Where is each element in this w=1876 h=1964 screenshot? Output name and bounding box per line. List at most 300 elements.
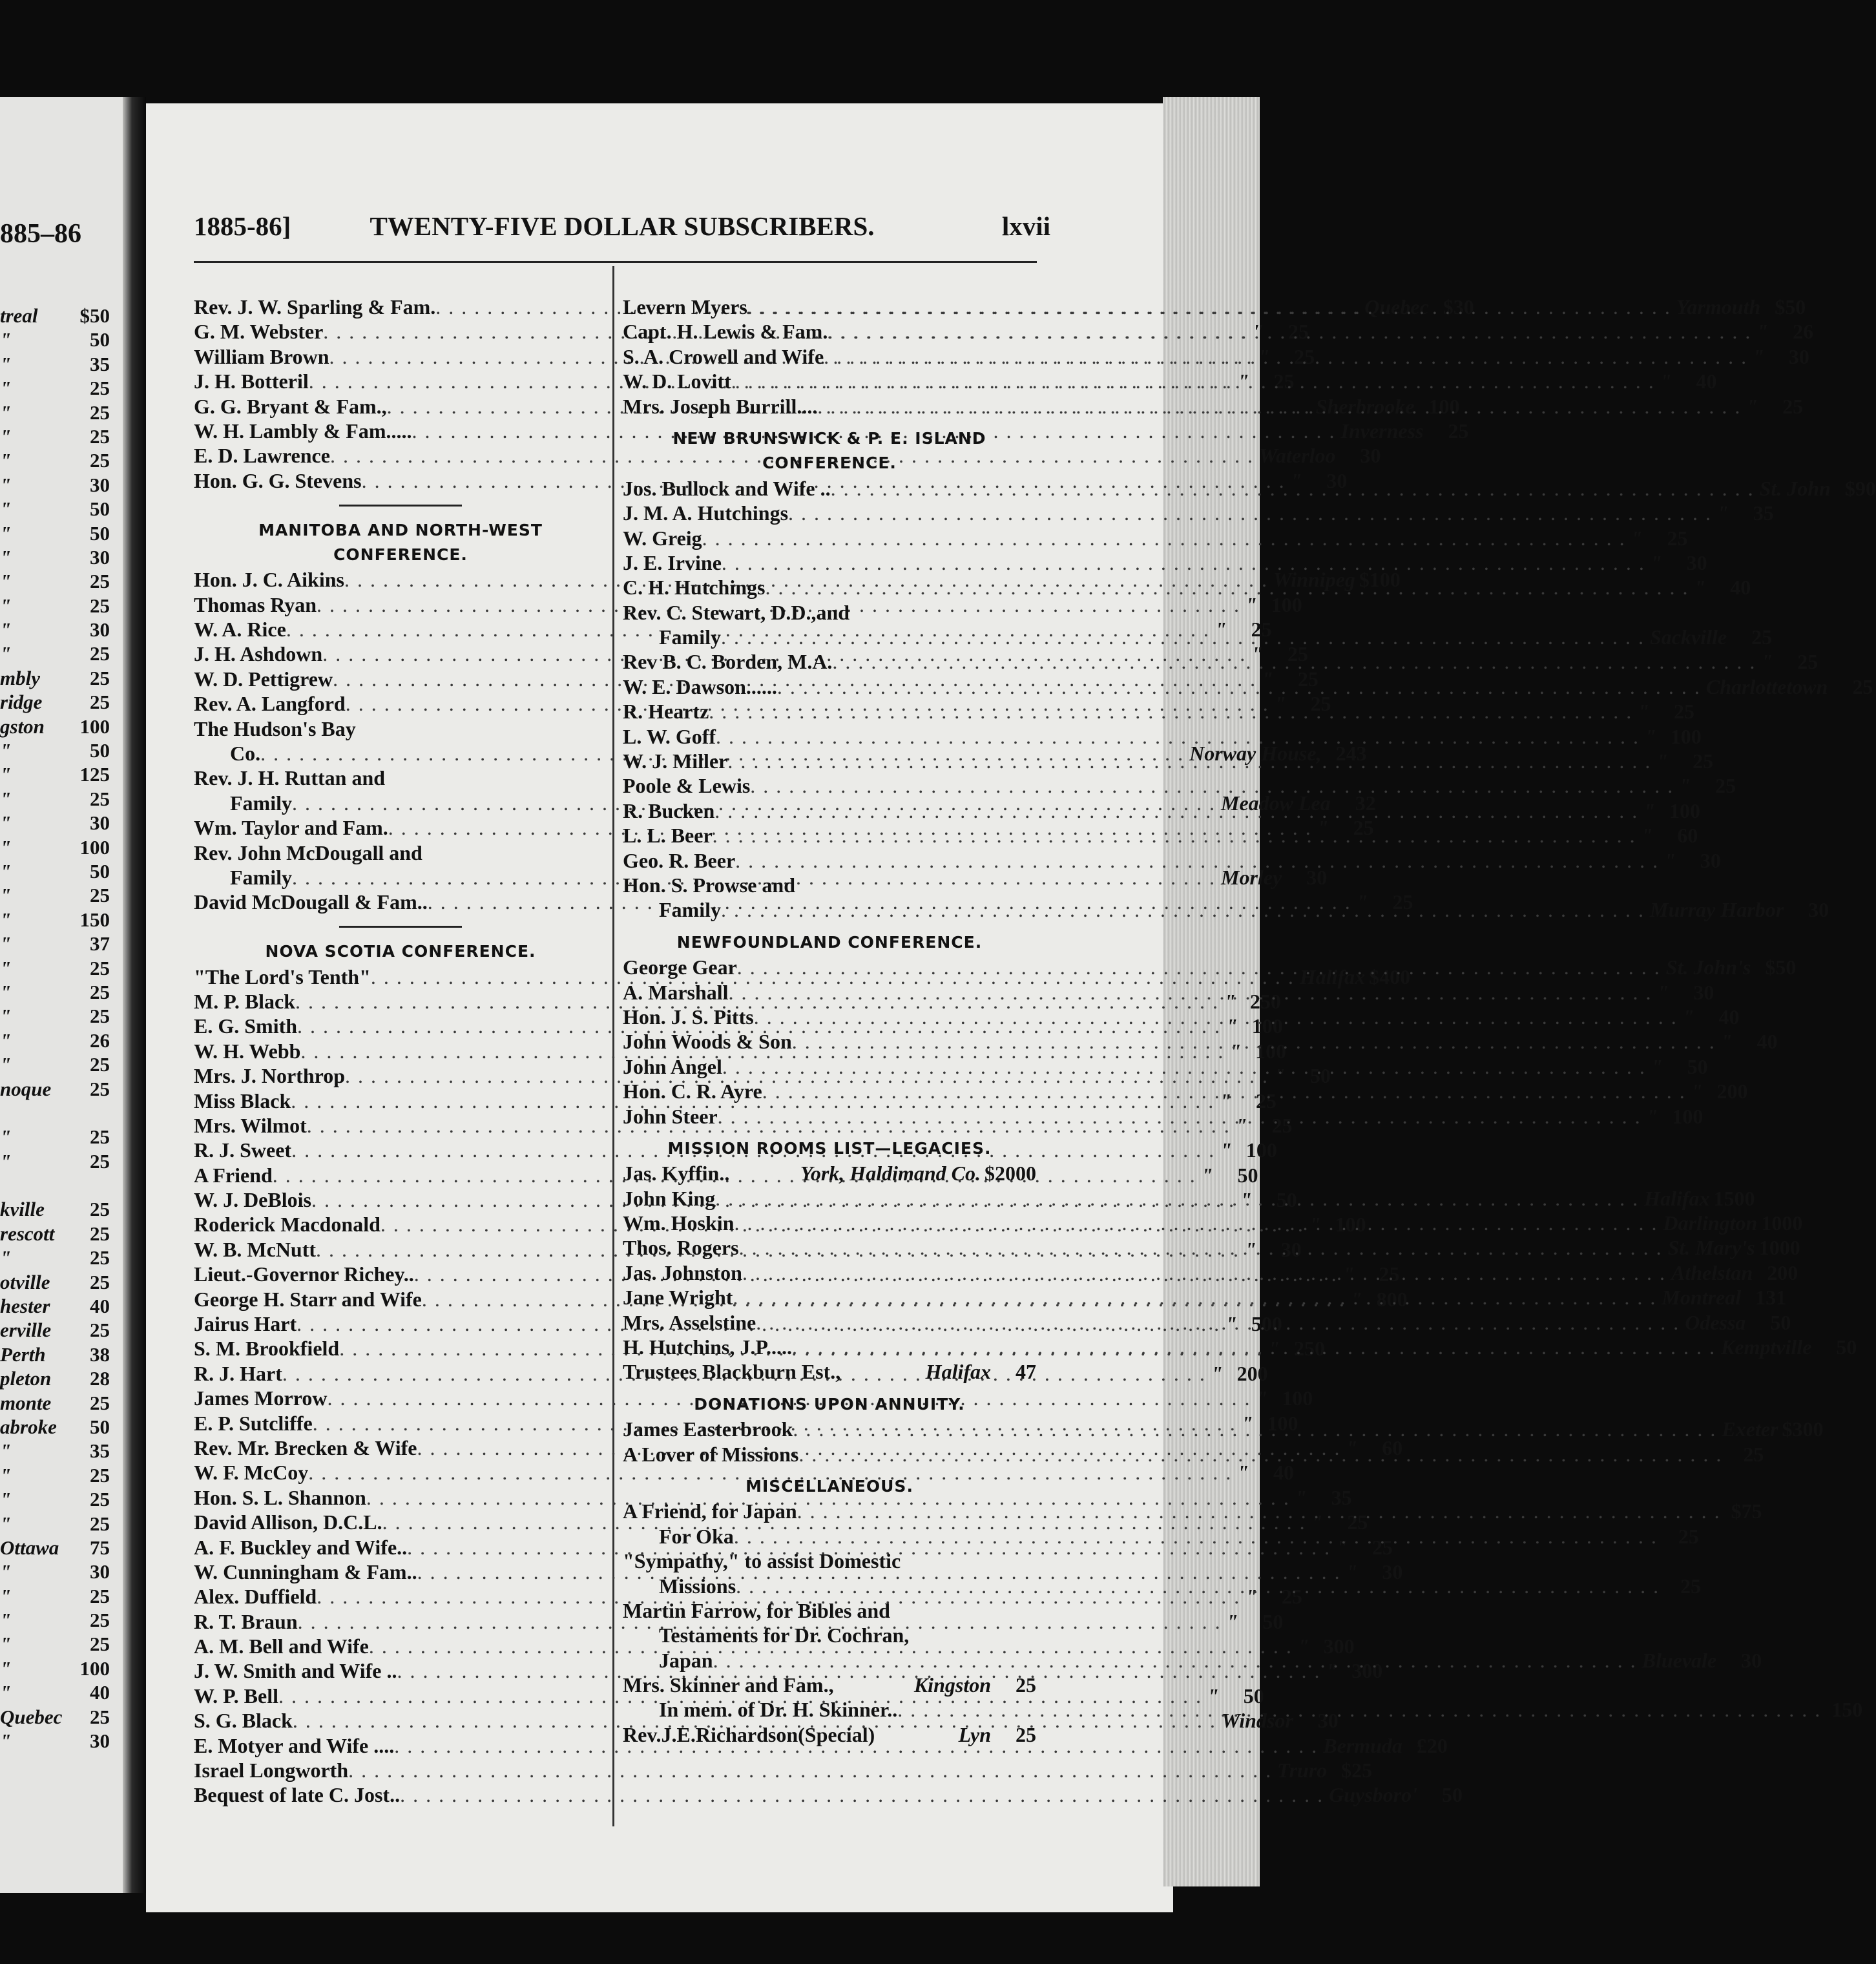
subscriber-name: C. H. Hutchings [623,576,766,600]
section-heading: CONFERENCE. [762,454,897,473]
subscriber-name: Hon. J. S. Pitts [623,1005,754,1029]
dot-leader [756,1310,1680,1335]
subscriber-name: W. F. McCoy [194,1461,309,1485]
subscriber-place: " [1631,526,1643,550]
subscriber-place: " [1262,667,1273,691]
subscriber-amount: 200 [1716,1080,1748,1103]
fragment-row [0,1077,110,1101]
subscriber-amount: 40 [1756,1030,1778,1054]
fragment-row [0,1173,110,1197]
subscriber-amount: 25 [1273,370,1295,393]
fragment-row [0,1197,110,1221]
subscriber-name: Hon. C. R. Ayre [623,1080,762,1103]
dot-leader [713,823,1636,848]
subscriber-place: " [1656,749,1669,773]
subscriber-name: Trustees Blackburn Est., [623,1360,841,1384]
subscriber-name: George H. Starr and Wife [194,1287,422,1311]
subscriber-amount: 131 [1755,1286,1787,1310]
subscriber-amount: 50 [1243,1684,1264,1708]
subscriber-name: David Allison, D.C.L. [194,1510,382,1534]
fragment-amount: 30 [90,1560,110,1583]
subscriber-amount: 30 [1808,898,1829,922]
fragment-amount: 25 [90,1077,110,1100]
subscriber-row [623,1211,1803,1235]
subscriber-place: " [1682,1005,1694,1029]
subscriber-amount: $100 [1359,568,1401,592]
subscriber-amount: $90 [1844,476,1876,500]
subscriber-place: Kemptville [1720,1335,1812,1359]
fragment-row [0,1318,110,1342]
fragment-row [0,424,110,448]
subscriber-name: H. Hutchins, J.P..... [623,1335,792,1359]
subscriber-place: Waterloo [1258,444,1336,468]
subscriber-name: J. H. Botteril [194,370,309,393]
fragment-place: abroke [0,1415,57,1438]
subscriber-amount: 100 [1670,724,1702,748]
subscriber-place: " [1643,799,1656,822]
subscriber-amount: 60 [1382,1436,1403,1459]
subscriber-amount: 30 [1306,865,1328,889]
section-heading: MISCELLANEOUS. [745,1476,913,1496]
subscriber-amount: 25 [1288,320,1309,344]
subscriber-amount: $2000 [985,1162,1036,1186]
subscriber-name: Geo. R. Beer [623,848,736,872]
fragment-place: " [0,521,12,545]
subscriber-place: " [1214,618,1227,642]
subscriber-name: L. L. Beer [623,824,713,848]
section-gap [623,923,1036,930]
subscriber-name: R. T. Braun [194,1609,298,1633]
subscriber-name: A. F. Buckley and Wife.. [194,1535,408,1559]
subscriber-name: W. D. Pettigrew [194,667,333,691]
dot-leader [716,724,1640,749]
subscriber-row [623,873,1036,897]
book-gutter [123,97,146,1893]
subscriber-name: For Oka [659,1524,734,1548]
subscriber-amount: $50 [1765,956,1797,979]
subscriber-name: Family [230,865,292,889]
dot-leader [727,749,1651,773]
dot-leader [734,1211,1658,1235]
subscriber-row [623,1623,1036,1647]
subscriber-amount: 100 [1267,1411,1298,1435]
fragment-amount: 25 [90,666,110,689]
fragment-amount: 25 [90,449,110,472]
subscriber-place: " [1350,1287,1362,1311]
subscriber-amount: 25 [1353,816,1374,840]
dot-leader [739,1235,1663,1260]
fragment-place: " [0,545,12,569]
subscriber-name: James Easterbrook [623,1417,793,1441]
subscriber-place: Guysboro' [1329,1783,1417,1807]
subscriber-amount: 50 [1441,1783,1463,1807]
fragment-row [0,1560,110,1583]
fragment-row [0,1004,110,1028]
subscriber-name: Jairus Hart [194,1312,297,1336]
fragment-place: Perth [0,1342,46,1366]
fragment-place: " [0,642,12,665]
subscriber-place: " [1237,370,1249,393]
subscriber-row [194,841,607,865]
fragment-place: noque [0,1077,52,1100]
subscriber-place: Exeter [1722,1417,1778,1441]
subscriber-amount: 40 [1718,1005,1740,1029]
subscriber-name: R. J. Hart [194,1361,282,1385]
fragment-row [0,328,110,351]
subscriber-place: " [1645,724,1656,748]
fragment-row [0,1366,110,1390]
subscriber-amount: 25 [1287,642,1308,666]
fragment-place: " [0,1560,12,1583]
subscriber-row [623,1574,1702,1598]
subscriber-row [194,1758,1373,1782]
subscriber-row [623,724,1702,749]
fragment-amount: 100 [79,1656,110,1680]
subscriber-place: Darlington [1663,1211,1758,1235]
fragment-amount: 25 [90,1609,110,1632]
subscriber-amount: 100 [1428,394,1460,418]
fragment-amount: 75 [90,1536,110,1559]
subscriber-place: " [1220,1089,1231,1113]
subscriber-name: W. Cunningham & Fam.. [194,1560,417,1583]
fragment-amount: 30 [90,473,110,496]
fragment-place: " [0,1463,12,1487]
subscriber-name: S. A. Crowell and Wife [623,344,824,368]
subscriber-place: " [1274,692,1286,716]
fragment-place: " [0,497,12,521]
subscriber-place: " [1720,1030,1733,1054]
fragment-amount: 25 [90,787,110,810]
fragment-place: " [0,1633,12,1656]
subscriber-place: " [1226,1014,1238,1038]
subscriber-row [623,699,1695,724]
fragment-amount: 25 [90,884,110,907]
fragment-row [0,811,110,835]
fragment-amount: 25 [90,1584,110,1607]
fragment-place: monte [0,1391,52,1414]
dot-leader [715,1186,1639,1211]
subscriber-place: " [1657,980,1669,1004]
fragment-row [0,932,110,956]
section-gap [623,1384,1036,1392]
dot-leader [731,369,1655,393]
subscriber-amount: 40 [1273,1461,1294,1485]
subscriber-name: Testaments for Dr. Cochran, [659,1624,910,1647]
fragment-amount: 50 [90,859,110,883]
fragment-row [0,1632,110,1656]
dot-leader [721,897,1645,922]
fragment-row [0,738,110,762]
dot-leader [747,295,1671,319]
subscriber-place: " [1245,1237,1256,1261]
subscriber-name: Co. [230,742,261,766]
fragment-place: hester [0,1295,50,1318]
fragment-place: " [0,377,12,400]
subscriber-row [194,766,607,790]
header-page-number: lxvii [1001,211,1050,241]
header-year: 1885-86] [194,211,291,241]
fragment-place: gston [0,715,45,738]
fragment-amount: 26 [90,1029,110,1052]
subscriber-place: Halifax [1299,965,1366,988]
fragment-amount: 50 [90,521,110,545]
subscriber-amount: 800 [1376,1287,1408,1311]
subscriber-place: " [1691,1080,1703,1103]
dot-leader [824,344,1747,369]
subscriber-amount: 100 [1282,1386,1313,1410]
facing-page-running-head: 885–86 [0,219,81,249]
subscriber-name: Mrs. Asselstine [623,1310,756,1334]
subscriber-name: Rev. A. Langford [194,692,346,716]
fragment-row [0,1342,110,1366]
fragment-place: " [0,473,12,496]
subscriber-amount: 200 [1236,1361,1268,1385]
fragment-place: " [0,763,12,786]
fragment-row [0,787,110,811]
fragment-row [0,1656,110,1680]
subscriber-name: John Angel [623,1054,722,1078]
fragment-row [0,376,110,400]
fragment-row [0,1463,110,1487]
fragment-row [0,1729,110,1753]
subscriber-name: Hon. S. L. Shannon [194,1485,366,1509]
subscriber-name: S. M. Brookfield [194,1337,340,1361]
subscriber-name: Wm. Hoskin [623,1211,735,1235]
subscriber-place: " [1753,344,1764,368]
subscriber-amount: 25 [1371,1535,1393,1559]
subscriber-amount: 25 [1294,344,1315,368]
subscriber-row [623,1161,1036,1186]
fragment-amount: 25 [90,594,110,617]
subscriber-name: George Gear [623,956,737,979]
subscriber-amount: 30 [1360,444,1381,468]
subscriber-name: Mrs. Joseph Burrill.... [623,394,818,418]
subscriber-place: " [1346,1560,1358,1583]
dot-leader [832,649,1756,674]
subscriber-amount: 25 [1016,1722,1036,1746]
subscriber-name: E. D. Lawrence [194,444,330,468]
subscriber-name: In mem. of Dr. H. Skinner.. [659,1698,898,1722]
subscriber-name: Hon. G. G. Stevens [194,468,362,492]
fragment-row [0,1029,110,1052]
subscriber-name: William Brown [194,344,329,368]
subscriber-amount: 100 [1251,1014,1283,1038]
subscriber-amount: 100 [1271,592,1302,616]
subscriber-amount: 40 [1696,370,1717,393]
subscriber-place: Charlottetown [1705,674,1828,698]
fragment-row [0,1487,110,1511]
subscriber-amount: 100 [1669,799,1701,822]
dot-leader [733,1285,1656,1310]
subscriber-amount: 30 [1741,1648,1762,1672]
subscriber-name: G. G. Bryant & Fam., [194,394,387,418]
subscriber-name: W. B. McNutt [194,1237,317,1261]
fragment-row [0,1439,110,1463]
subscriber-amount: 50 [1836,1335,1857,1359]
subscriber-place: Montreal [1662,1286,1742,1310]
subscriber-place: " [1746,394,1758,418]
fragment-amount: 25 [90,1222,110,1245]
subscriber-place: Halifax [1644,1186,1710,1210]
subscriber-amount: 30 [1700,848,1721,872]
subscriber-amount: 25 [1392,890,1413,914]
fragment-place: otville [0,1270,50,1293]
subscriber-name: Rev B. C. Borden, M.A. [623,650,833,674]
subscriber-place: " [1224,989,1236,1013]
subscriber-row [623,600,1036,625]
fragment-place: " [0,618,12,642]
fragment-amount: 25 [90,401,110,424]
fragment-place: ridge [0,691,43,714]
fragment-place: " [0,1149,12,1173]
dot-leader [713,1648,1637,1673]
subscriber-name: A. M. Bell and Wife [194,1635,369,1658]
subscriber-place: " [1241,1411,1253,1435]
subscriber-amount: 200 [1767,1260,1798,1284]
subscriber-place: " [1638,700,1650,724]
subscriber-amount: 30 [1382,1560,1403,1583]
subscriber-name: Japan [659,1648,713,1672]
subscriber-place: " [1211,1361,1223,1385]
subscriber-name: Thos. Rogers [623,1236,739,1260]
subscriber-name: J. M. A. Hutchings [623,501,789,525]
subscriber-name: Rev. J. W. Sparling & Fam. [194,295,436,319]
fragment-amount: 25 [90,377,110,400]
fragment-place: " [0,835,12,859]
fragment-amount: 50 [90,497,110,521]
fragment-amount: 50 [90,328,110,351]
fragment-amount: 25 [90,956,110,979]
subscriber-amount: 60 [1677,824,1698,848]
subscriber-row [623,1598,1036,1623]
subscriber-name: Rev. Mr. Brecken & Wife [194,1436,417,1459]
fragment-place: " [0,1488,12,1511]
subscriber-place: Inverness [1340,419,1424,443]
subscriber-row [623,1722,1036,1747]
fragment-row [0,304,110,328]
fragment-amount: 25 [90,1463,110,1487]
subscriber-name: S. G. Black [194,1709,293,1733]
subscriber-amount: $75 [1731,1499,1762,1523]
fragment-amount: 30 [90,1729,110,1753]
dot-leader [788,501,1712,525]
fragment-row [0,1222,110,1246]
section-heading: DONATIONS UPON ANNUITY. [694,1394,965,1414]
subscriber-amount: 30 [1788,344,1809,368]
subscriber-amount: $25 [1341,1759,1373,1782]
fragment-row [0,473,110,497]
dot-leader [817,394,1741,419]
fragment-amount: 100 [79,835,110,859]
fragment-amount: 37 [90,932,110,956]
fragment-row [0,1270,110,1294]
subscriber-name: Roderick Macdonald [194,1213,380,1237]
subscriber-name: W. A. Rice [194,618,286,642]
fragment-amount: 25 [90,1705,110,1728]
fragment-amount: 25 [90,1512,110,1535]
subscriber-place: St. John's [1665,956,1751,979]
subscriber-amount: £20 [1416,1733,1448,1757]
subscriber-name: Jane Wright [623,1286,733,1310]
fragment-row [0,642,110,665]
subscriber-name: G. M. Webster [194,320,324,344]
subscriber-amount: 35 [1331,1485,1352,1509]
dot-leader [734,1524,1658,1549]
fragment-row [0,1246,110,1269]
subscriber-place: Athelstan [1671,1260,1753,1284]
dot-leader [736,1574,1660,1598]
fragment-row [0,448,110,472]
subscriber-amount: 50 [1309,1064,1331,1088]
fragment-amount: $50 [79,304,110,327]
fragment-place: " [0,932,12,956]
subscriber-row [623,1054,1708,1079]
subscriber-name: Capt. H. Lewis & Fam. [623,320,828,344]
dot-leader [762,1079,1686,1103]
subscriber-place: " [1245,592,1257,616]
dot-leader [348,1758,1272,1782]
fragment-amount: 35 [90,1439,110,1463]
dot-leader [742,1260,1666,1285]
fragment-place: " [0,1005,12,1028]
fragment-place: Quebec [0,1705,63,1728]
fragment-place: " [0,811,12,835]
fragment-place: " [0,1609,12,1632]
subscriber-name: E. G. Smith [194,1014,298,1038]
fragment-row [0,1294,110,1318]
subscriber-name: Jos. Bullock and Wife .. [623,476,831,500]
fragment-row [0,352,110,376]
dot-leader [718,1104,1642,1129]
subscriber-name: E. P. Sutcliffe [194,1411,313,1435]
fragment-place: " [0,352,12,375]
dot-leader [792,1029,1716,1054]
fragment-place: " [0,328,12,351]
subscriber-row [623,674,1873,699]
subscriber-amount: 30 [1693,980,1714,1004]
subscriber-place: Kingston [913,1673,991,1697]
dot-leader [735,848,1659,873]
subscriber-place: " [1646,1104,1658,1128]
subscriber-place: Quebec [1364,295,1429,319]
fragment-row [0,1512,110,1536]
subscriber-amount: 25 [1347,1510,1368,1534]
subscriber-amount: 300 [1351,1659,1383,1683]
subscriber-place: Odessa [1685,1310,1746,1334]
fragment-row [0,521,110,545]
subscriber-amount: 32 [1355,791,1376,815]
subscriber-name: Lieut.-Governor Richey.. [194,1262,414,1286]
fragment-row [0,569,110,593]
subscriber-place: St. Mary's [1667,1236,1755,1260]
fragment-place: " [0,1439,12,1463]
fragment-amount: 25 [90,1246,110,1269]
subscriber-place: " [1717,501,1729,525]
fragment-place: mbly [0,666,40,689]
fragment-amount: 25 [90,1488,110,1511]
subscriber-place: " [1274,1064,1286,1088]
dot-leader [798,1442,1722,1467]
fragment-row [0,690,110,714]
fragment-place: " [0,1029,12,1052]
fragment-amount: 40 [90,1295,110,1318]
subscriber-amount: 25 [1715,774,1736,798]
fragment-place: " [0,908,12,931]
subscriber-amount: 25 [1674,700,1695,724]
subscriber-amount: 25 [1256,1089,1277,1113]
subscriber-place: " [1251,642,1263,666]
running-header [194,211,1050,247]
